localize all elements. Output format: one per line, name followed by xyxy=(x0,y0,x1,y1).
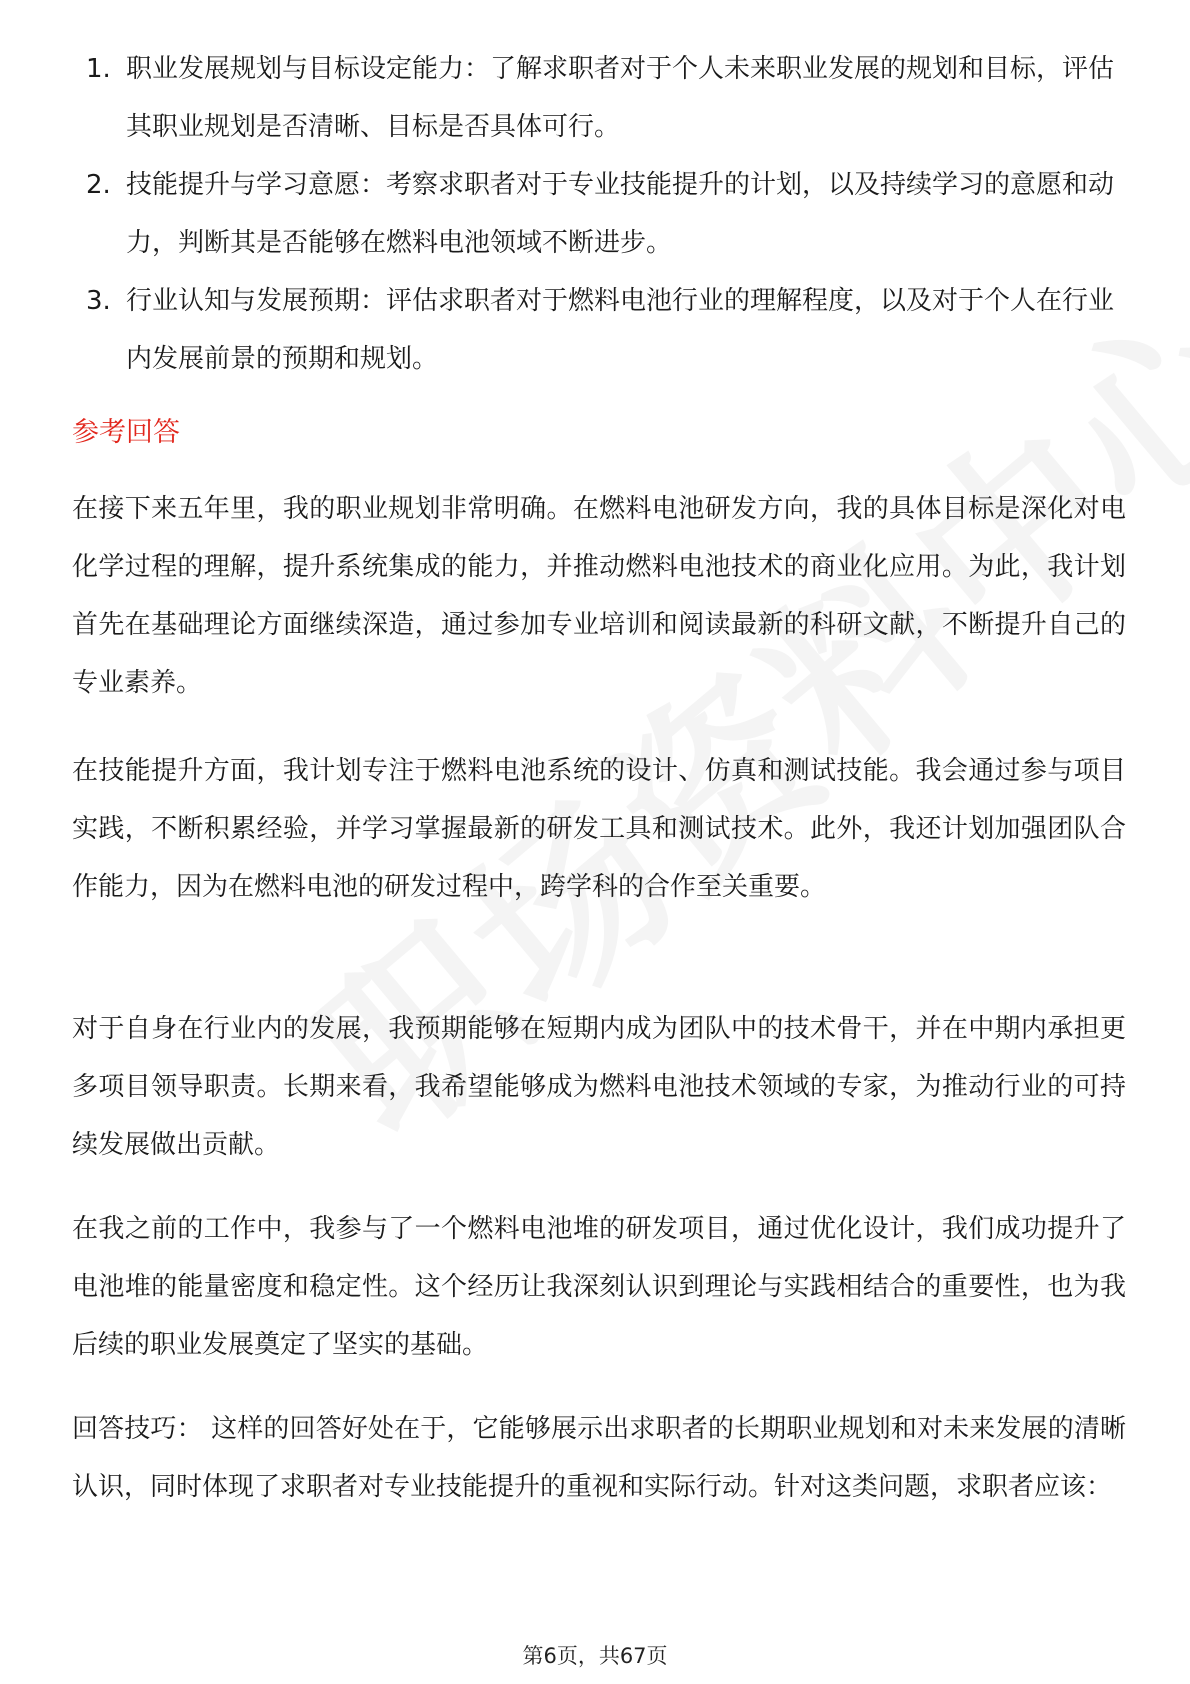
answer-tips-paragraph: 回答技巧： 这样的回答好处在于，它能够展示出求职者的长期职业规划和对未来发展的清晰认识，同时体现了求职者对专业技能提升的重视和实际行动。针对这类问题，求职者应该： xyxy=(72,1414,1126,1502)
criteria-item xyxy=(72,156,1122,272)
criteria-item xyxy=(72,272,1122,388)
answer-paragraph: 在技能提升方面，我计划专注于燃料电池系统的设计、仿真和测试技能。我会通过参与项目实践，不断积累经验，并学习掌握最新的研发工具和测试技术。此外，我还计划加强团队合作能力，因为在燃料电池的研发过程中，跨学科的合作至关重要。 xyxy=(72,756,1126,902)
criteria-number: 1. xyxy=(86,54,111,84)
criteria-text: 行业认知与发展预期：评估求职者对于燃料电池行业的理解程度，以及对于个人在行业内发展前景的预期和规划。 xyxy=(126,286,1115,374)
answer-paragraph: 在接下来五年里，我的职业规划非常明确。在燃料电池研发方向，我的具体目标是深化对电化学过程的理解，提升系统集成的能力，并推动燃料电池技术的商业化应用。为此，我计划首先在基础理论方面继续深造，通过参加专业培训和阅读最新的科研文献，不断提升自己的专业素养。 xyxy=(72,494,1126,698)
criteria-text: 职业发展规划与目标设定能力：了解求职者对于个人未来职业发展的规划和目标，评估其职业规划是否清晰、目标是否具体可行。 xyxy=(126,54,1115,142)
section-heading-reference-answer: 参考回答 xyxy=(72,417,180,448)
answer-paragraph: 对于自身在行业内的发展，我预期能够在短期内成为团队中的技术骨干，并在中期内承担更多项目领导职责。长期来看，我希望能够成为燃料电池技术领域的专家，为推动行业的可持续发展做出贡献。 xyxy=(72,1014,1126,1160)
criteria-text: 技能提升与学习意愿：考察求职者对于专业技能提升的计划，以及持续学习的意愿和动力，判断其是否能够在燃料电池领域不断进步。 xyxy=(126,170,1115,258)
criteria-number: 2. xyxy=(86,170,111,200)
evaluation-criteria-list xyxy=(72,40,1122,388)
page-number-footer: 第6页，共67页 xyxy=(522,1644,668,1668)
criteria-number: 3. xyxy=(86,286,111,316)
criteria-item xyxy=(72,40,1122,156)
answer-paragraph: 在我之前的工作中，我参与了一个燃料电池堆的研发项目，通过优化设计，我们成功提升了电池堆的能量密度和稳定性。这个经历让我深刻认识到理论与实践相结合的重要性，也为我后续的职业发展奠定了坚实的基础。 xyxy=(72,1214,1126,1360)
